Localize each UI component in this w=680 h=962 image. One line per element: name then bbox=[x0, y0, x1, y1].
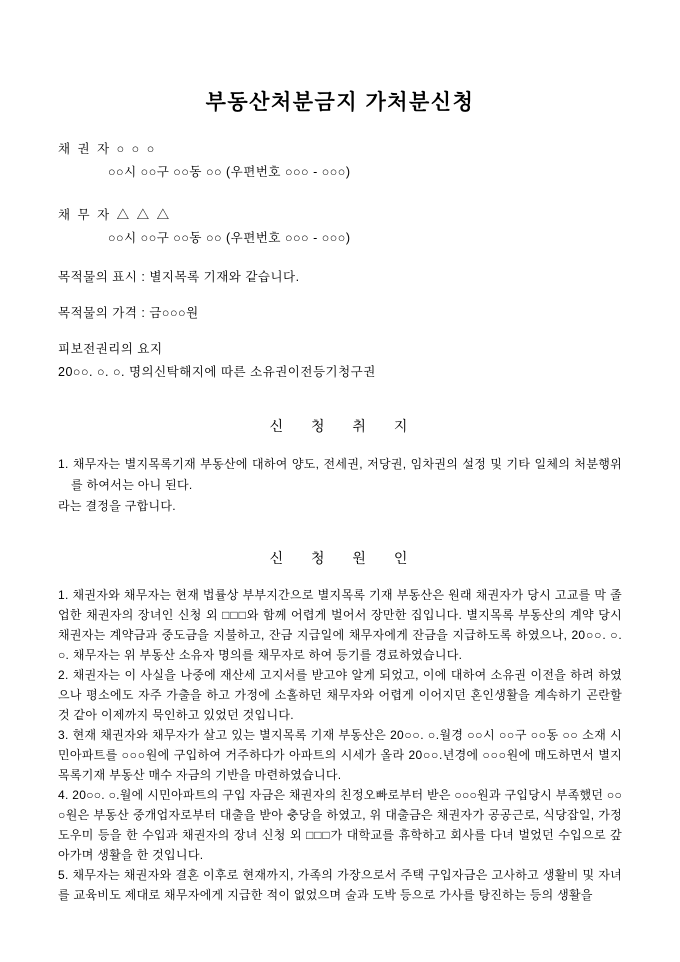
reason-paragraph-1: 1. 채권자와 채무자는 현재 법률상 부부지간으로 별지목록 기재 부동산은 원래 채권자가 당시 고교를 막 졸업한 채권자의 장녀인 신청 외 □□□와 함께 어렵게 벌어서 장만한 집입니다. 별지목록 부동산의 계약 당시 채권자는 계약금과 중도금을 지불하고, 잔금 지급일에 채무자에게 잔금을 지급하도록 하였으나, 20○○. ○. ○. 채무자는 위 부동산 소유자 명의를 채무자로 하여 등기를 경료하였습니다. bbox=[58, 588, 622, 662]
object-value-line: 목적물의 가격 : 금○○○원 bbox=[58, 306, 199, 320]
reason-paragraph-3: 3. 현재 채권자와 채무자가 살고 있는 별지목록 기재 부동산은 20○○. ○.월경 ○○시 ○○구 ○○동 ○○ 소재 시민아파트를 ○○○원에 구입하여 거주하다가 아파트의 시세가 올라 20○○.년경에 ○○○원에 매도하면서 별지목록기재 부동산 매수 자금의 기반을 마련하였습니다. bbox=[58, 728, 622, 782]
preserved-right-heading: 피보전권리의 요지 bbox=[58, 342, 163, 356]
object-display-line: 목적물의 표시 : 별지목록 기재와 같습니다. bbox=[58, 270, 300, 284]
creditor-name-line: 채 권 자 ○ ○ ○ bbox=[58, 142, 157, 156]
creditor-address-line: ○○시 ○○구 ○○동 ○○ (우편번호 ○○○ - ○○○) bbox=[108, 165, 351, 179]
reason-paragraph-4: 4. 20○○. ○.월에 시민아파트의 구입 자금은 채권자의 친정오빠로부터 받은 ○○○원과 구입당시 부족했던 ○○○원은 부동산 중개업자로부터 대출을 받아 충당을 하였고, 위 대출금은 채권자가 공공근로, 식당잡일, 가정도우미 등을 한 수입과 채권자의 장녀 신청 외 □□□가 대학교를 휴학하고 회사를 다녀 벌었던 수입으로 갚아가며 생활을 한 것입니다. bbox=[58, 788, 622, 862]
purpose-item-1: 1. 채무자는 별지목록기재 부동산에 대하여 양도, 전세권, 저당권, 임차권의 설정 및 기타 일체의 처분행위를 하여서는 아니 된다. bbox=[58, 457, 622, 492]
reason-section-heading: 신 청 원 인 bbox=[269, 550, 411, 566]
creditor-block bbox=[58, 142, 622, 180]
preserved-right-block bbox=[58, 342, 622, 380]
reason-block bbox=[58, 585, 622, 905]
purpose-closing-line: 라는 결정을 구합니다. bbox=[58, 499, 176, 513]
preserved-right-body: 20○○. ○. ○. 명의신탁해지에 따른 소유권이전등기청구권 bbox=[58, 365, 376, 379]
document-title: 부동산처분금지 가처분신청 bbox=[205, 91, 475, 114]
reason-paragraph-5: 5. 채무자는 채권자와 결혼 이후로 현재까지, 가족의 가장으로서 주택 구입자금은 고사하고 생활비 및 자녀를 교육비도 제대로 채무자에게 지급한 적이 없었으며 술과 도박 등으로 가사를 탕진하는 등의 생활을 bbox=[58, 868, 622, 902]
reason-paragraph-2: 2. 채권자는 이 사실을 나중에 재산세 고지서를 받고야 알게 되었고, 이에 대하여 소유권 이전을 하려 하였으나 평소에도 자주 가출을 하고 가정에 소홀하던 채무자와 어렵게 이어지던 혼인생활을 계속하기 곤란할 것 같아 이제까지 묵인하고 있었던 것입니다. bbox=[58, 668, 622, 722]
purpose-block bbox=[58, 454, 622, 517]
debtor-address-line: ○○시 ○○구 ○○동 ○○ (우편번호 ○○○ - ○○○) bbox=[108, 231, 351, 245]
debtor-name-line: 채 무 자 △ △ △ bbox=[58, 208, 172, 222]
debtor-block bbox=[58, 208, 622, 246]
purpose-section-heading: 신 청 취 지 bbox=[269, 418, 411, 434]
